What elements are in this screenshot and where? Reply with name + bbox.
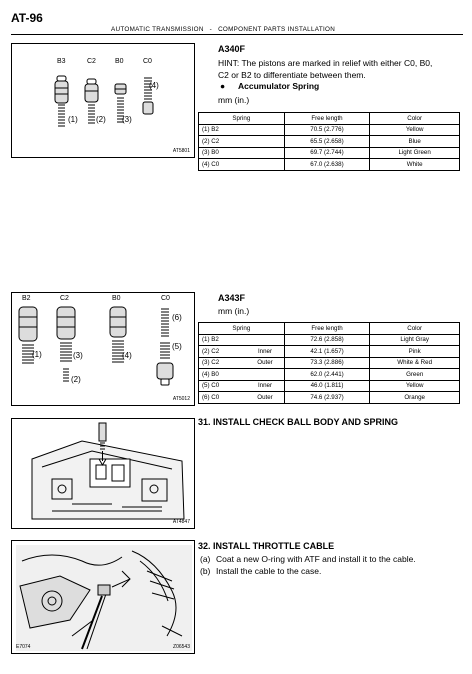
bullet-dot: ●	[220, 81, 226, 91]
spring-cell: (2) C2	[199, 346, 247, 358]
spring-sub-cell: Inner	[246, 380, 284, 392]
a343f-title: A343F	[218, 293, 246, 303]
table-row	[199, 346, 460, 358]
spring-cell: (5) C0	[199, 380, 247, 392]
step-32-item-a	[200, 554, 416, 564]
figure2-label-top-3: B0	[112, 295, 121, 302]
spring-cell: (4) B0	[199, 369, 247, 381]
step-32-title: 32. INSTALL THROTTLE CABLE	[198, 541, 335, 551]
valve-body-illustration	[12, 419, 195, 529]
figure2-callout-1: (1)	[32, 350, 42, 359]
figure2-callout-2: (2)	[71, 375, 81, 384]
a343f-unit: mm (in.)	[218, 306, 250, 316]
step-32-marker-a: (a)	[200, 554, 211, 564]
throttle-cable-illustration	[12, 541, 195, 654]
figure1-label-top-1: B3	[57, 58, 66, 65]
a340f-hint-line2: C2 or B2 to differentiate between them.	[218, 70, 366, 80]
color-cell: Yellow	[370, 124, 460, 136]
length-cell: 73.3 (2.886)	[284, 357, 370, 369]
spring-sub-cell: Outer	[246, 392, 284, 404]
color-cell: Light Green	[370, 147, 460, 159]
spring-cell: (1) B2	[199, 334, 247, 346]
figure2-code: AT5012	[172, 396, 190, 402]
length-cell: 69.7 (2.744)	[284, 147, 370, 159]
accumulator-spring-heading: Accumulator Spring	[238, 81, 320, 91]
a340f-unit: mm (in.)	[218, 95, 250, 105]
spring-cell: (4) C0	[199, 159, 285, 171]
table-row	[199, 380, 460, 392]
a340f-bullet-item	[220, 81, 319, 91]
a340f-hint-line1: HINT: The pistons are marked in relief with either C0, B0,	[218, 58, 433, 68]
table-header-row	[199, 323, 460, 335]
color-cell: Pink	[370, 346, 460, 358]
header-chapter: AUTOMATIC TRANSMISSION	[111, 26, 204, 33]
figure2-callout-3: (3)	[73, 351, 83, 360]
column-header: Color	[370, 323, 460, 335]
running-header	[111, 26, 335, 33]
spring-cell: (3) B0	[199, 147, 285, 159]
figure-check-ball-body	[11, 418, 195, 529]
figure-a340f-accumulators	[11, 43, 195, 158]
table-row	[199, 159, 460, 171]
color-cell: White & Red	[370, 357, 460, 369]
color-cell: White	[370, 159, 460, 171]
figure1-label-top-3: B0	[115, 58, 124, 65]
length-cell: 70.5 (2.776)	[284, 124, 370, 136]
step-32-text-b: Install the cable to the case.	[216, 566, 322, 576]
figure1-label-top-2: C2	[87, 58, 96, 65]
table-row	[199, 392, 460, 404]
a343f-spring-table	[198, 322, 460, 404]
table-row	[199, 334, 460, 346]
figure2-label-top-2: C2	[60, 295, 69, 302]
figure1-label-top-4: C0	[143, 58, 152, 65]
step-31-title: 31. INSTALL CHECK BALL BODY AND SPRING	[198, 417, 399, 427]
table-row	[199, 147, 460, 159]
color-cell: Orange	[370, 392, 460, 404]
step-32-item-b	[200, 566, 321, 576]
spring-sub-cell	[246, 334, 284, 346]
header-section: COMPONENT PARTS INSTALLATION	[218, 26, 336, 33]
spring-cell: (1) B2	[199, 124, 285, 136]
figure-throttle-cable	[11, 540, 195, 654]
column-header: Free length	[284, 323, 370, 335]
spring-sub-cell	[246, 369, 284, 381]
figure2-callout-4: (4)	[122, 351, 132, 360]
figure2-callout-5: (5)	[172, 342, 182, 351]
color-cell: Blue	[370, 136, 460, 148]
header-rule	[11, 34, 463, 35]
column-header: Spring	[199, 323, 285, 335]
column-header: Spring	[199, 113, 285, 125]
table-row	[199, 369, 460, 381]
figure2-label-top-4: C0	[161, 295, 170, 302]
table-row	[199, 124, 460, 136]
spring-cell: (3) C2	[199, 357, 247, 369]
spring-cell: (6) C0	[199, 392, 247, 404]
figure1-callout-3: (3)	[122, 115, 132, 124]
step-32-marker-b: (b)	[200, 566, 211, 576]
figure3-code: AT4847	[172, 519, 190, 525]
column-header: Free length	[284, 113, 370, 125]
length-cell: 46.0 (1.811)	[284, 380, 370, 392]
figure2-label-top-1: B2	[22, 295, 31, 302]
table-header-row	[199, 113, 460, 125]
a340f-spring-table	[198, 112, 460, 171]
length-cell: 74.6 (2.937)	[284, 392, 370, 404]
column-header: Color	[370, 113, 460, 125]
page-number: AT-96	[11, 11, 43, 25]
a340f-title: A340F	[218, 44, 246, 54]
length-cell: 62.0 (2.441)	[284, 369, 370, 381]
table-row	[199, 357, 460, 369]
figure4-code-right: Z06543	[173, 644, 190, 650]
accumulator-illustration	[12, 44, 195, 158]
figure1-callout-1: (1)	[68, 115, 78, 124]
figure1-callout-4: (4)	[149, 81, 159, 90]
length-cell: 42.1 (1.657)	[284, 346, 370, 358]
figure2-callout-6: (6)	[172, 313, 182, 322]
figure1-callout-2: (2)	[96, 115, 106, 124]
spring-cell: (2) C2	[199, 136, 285, 148]
length-cell: 67.0 (2.638)	[284, 159, 370, 171]
spring-sub-cell: Outer	[246, 357, 284, 369]
figure4-code-left: E7074	[16, 644, 31, 650]
length-cell: 65.5 (2.658)	[284, 136, 370, 148]
color-cell: Light Gray	[370, 334, 460, 346]
spring-sub-cell: Inner	[246, 346, 284, 358]
step-32-text-a: Coat a new O-ring with ATF and install it to the cable.	[216, 554, 416, 564]
figure-a343f-accumulators	[11, 292, 195, 406]
figure1-code: AT5801	[172, 148, 190, 154]
length-cell: 72.6 (2.858)	[284, 334, 370, 346]
color-cell: Green	[370, 369, 460, 381]
header-separator: -	[209, 26, 213, 33]
color-cell: Yellow	[370, 380, 460, 392]
table-row	[199, 136, 460, 148]
